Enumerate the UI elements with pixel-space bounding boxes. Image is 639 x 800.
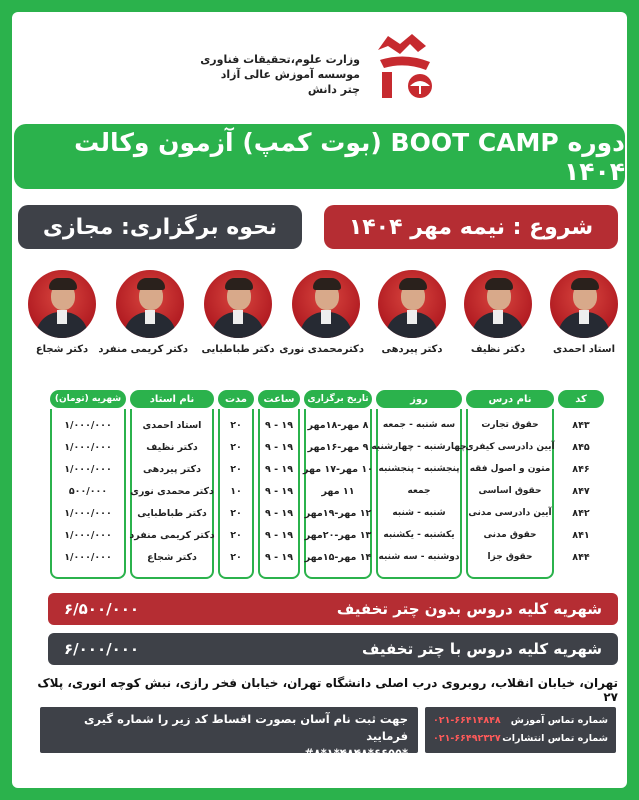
teacher-name: دکتر کریمی منفرد	[98, 344, 188, 355]
fee-without-discount	[48, 593, 618, 625]
contact-phone[interactable]: ۰۲۱-۶۶۴۱۴۸۴۸	[433, 715, 501, 726]
teacher-card	[546, 270, 622, 355]
cell-course: حقوق جزا	[487, 552, 533, 562]
teacher-name: دکتر طباطبایی	[201, 344, 275, 355]
cell-code: ۸۴۳	[572, 419, 590, 431]
cell-code: ۸۴۷	[572, 485, 590, 497]
cell-course: آیین دادرسی کیفری	[465, 442, 555, 452]
cell-course: حقوق مدنی	[483, 530, 537, 540]
fee-with-amount: ۶/۰۰۰/۰۰۰	[64, 640, 140, 658]
fee-with-label: شهریه کلیه دروس با چتر تخفیف	[362, 640, 602, 658]
umbrella-logo-icon	[370, 30, 440, 102]
col-header-code: کد	[558, 390, 604, 408]
cell-teacher: استاد احمدی	[142, 419, 202, 431]
cell-duration: ۲۰	[230, 463, 242, 475]
cell-duration: ۲۰	[230, 419, 242, 431]
col-header-teacher: نام استاد	[130, 390, 214, 408]
teacher-card	[374, 270, 450, 355]
teacher-photo	[116, 270, 184, 338]
teacher-name: دکترمحمدی نوری	[279, 344, 364, 355]
cell-code: ۸۴۱	[572, 529, 590, 541]
contact-label: شماره تماس آموزش	[510, 715, 608, 726]
cell-dates: ۱۱ مهر	[321, 485, 355, 497]
cell-time: ۱۹ - ۹	[265, 463, 293, 475]
cell-fee: ۱/۰۰۰/۰۰۰	[64, 507, 112, 519]
teacher-card	[200, 270, 276, 355]
teacher-card	[24, 270, 100, 355]
cell-teacher: دکتر کریمی منفرد	[129, 529, 215, 541]
institute-text	[200, 52, 360, 97]
cell-dates: ۱۴ مهر-۱۵مهر	[304, 551, 372, 563]
contact-row	[433, 712, 608, 730]
cell-code: ۸۴۶	[572, 463, 590, 475]
registration-box	[40, 707, 418, 760]
cell-duration: ۲۰	[230, 529, 242, 541]
cell-time: ۱۹ - ۹	[265, 551, 293, 563]
fee-with-discount	[48, 633, 618, 665]
cell-days: چهارشنبه - چهارشنبه	[371, 442, 467, 452]
cell-dates: ۱۰ مهر-۱۷ مهر	[303, 463, 373, 475]
col-header-dates: تاریخ برگزاری	[304, 390, 372, 408]
cell-code: ۸۴۲	[572, 507, 590, 519]
start-date-badge: شروع : نیمه مهر ۱۴۰۴	[324, 205, 618, 249]
contact-phone[interactable]: ۰۲۱-۶۶۴۹۲۳۲۷	[433, 733, 501, 744]
cell-dates: ۹ مهر-۱۶مهر	[307, 441, 369, 453]
cell-course: حقوق تجارت	[481, 420, 539, 430]
cell-fee: ۱/۰۰۰/۰۰۰	[64, 419, 112, 431]
fee-without-label: شهریه کلیه دروس بدون چتر تخفیف	[336, 600, 602, 618]
cell-time: ۱۹ - ۹	[265, 419, 293, 431]
address-text: تهران، خیابان انقلاب، روبروی درب اصلی دانشگاه تهران، خیابان فخر رازی، نبش کوچه انوری، پلاک ۲۷	[37, 676, 618, 704]
fee-without-amount: ۶/۵۰۰/۰۰۰	[64, 600, 140, 618]
cell-fee: ۱/۰۰۰/۰۰۰	[64, 529, 112, 541]
col-header-course: نام درس	[466, 390, 554, 408]
cell-days: شنبه - شنبه	[392, 508, 446, 518]
cell-time: ۱۹ - ۹	[265, 485, 293, 497]
registration-text: جهت ثبت نام آسان بصورت اقساط کد زیر را شماره گیری فرمایید	[83, 712, 408, 743]
teacher-name: استاد احمدی	[553, 344, 615, 355]
teacher-photo	[550, 270, 618, 338]
cell-code: ۸۴۴	[572, 551, 590, 563]
cell-time: ۱۹ - ۹	[265, 441, 293, 453]
col-header-fee: شهریه (تومان)	[50, 390, 126, 408]
cell-course: حقوق اساسی	[478, 486, 542, 496]
cell-teacher: دکتر شجاع	[147, 551, 197, 563]
teacher-card	[98, 270, 188, 355]
teacher-card	[460, 270, 536, 355]
cell-fee: ۱/۰۰۰/۰۰۰	[64, 551, 112, 563]
cell-duration: ۲۰	[230, 441, 242, 453]
cell-days: دوشنبه - سه شنبه	[378, 552, 460, 562]
contact-label: شماره تماس انتشارات	[502, 733, 608, 744]
cell-days: جمعه	[407, 486, 431, 496]
cell-fee: ۱/۰۰۰/۰۰۰	[64, 463, 112, 475]
teacher-photo	[464, 270, 532, 338]
ussd-code[interactable]: #۸*۱*۴۸۴۸*۶۶۵۵*	[304, 746, 408, 760]
cell-teacher: دکتر طباطبایی	[137, 507, 207, 519]
course-title: دوره BOOT CAMP (بوت کمپ) آزمون وکالت ۱۴۰۴	[14, 124, 625, 189]
cell-duration: ۱۰	[230, 485, 242, 497]
cell-dates: ۱۲ مهر-۱۹مهر	[304, 507, 372, 519]
cell-duration: ۲۰	[230, 551, 242, 563]
teacher-name: دکتر شجاع	[35, 344, 89, 355]
teacher-photo	[292, 270, 360, 338]
teacher-photo	[28, 270, 96, 338]
cell-code: ۸۴۵	[572, 441, 590, 453]
institute-line: موسسه آموزش عالی آزاد	[220, 68, 360, 81]
cell-teacher: دکتر نظیف	[146, 441, 198, 453]
teacher-name: دکتر نظیف	[470, 344, 526, 355]
teacher-photo	[378, 270, 446, 338]
teacher-name: دکتر پیردهی	[381, 344, 443, 355]
cell-dates: ۱۳ مهر-۲۰مهر	[304, 529, 372, 541]
ministry-line: وزارت علوم،تحقیقات فناوری	[200, 53, 360, 66]
contact-row	[433, 730, 608, 748]
cell-duration: ۲۰	[230, 507, 242, 519]
cell-course: متون و اصول فقه	[469, 464, 551, 474]
cell-time: ۱۹ - ۹	[265, 529, 293, 541]
cell-fee: ۵۰۰/۰۰۰	[68, 485, 108, 497]
col-header-time: ساعت	[258, 390, 300, 408]
cell-teacher: دکتر محمدی نوری	[130, 485, 214, 497]
teacher-card	[279, 270, 364, 355]
teacher-photo	[204, 270, 272, 338]
cell-days: سه شنبه - جمعه	[382, 420, 456, 430]
col-header-duration: مدت	[218, 390, 254, 408]
cell-teacher: دکتر پیردهی	[143, 463, 201, 475]
cell-fee: ۱/۰۰۰/۰۰۰	[64, 441, 112, 453]
contact-box	[425, 707, 616, 753]
cell-days: یکشنبه - یکشنبه	[383, 530, 455, 540]
cell-time: ۱۹ - ۹	[265, 507, 293, 519]
cell-days: پنجشنبه - پنجشنبه	[378, 464, 460, 474]
brand-line: چتر دانش	[307, 83, 360, 96]
col-header-days: روز	[376, 390, 462, 408]
cell-course: آیین دادرسی مدنی	[468, 508, 552, 518]
cell-dates: ۸ مهر-۱۸مهر	[307, 419, 369, 431]
delivery-mode-badge: نحوه برگزاری: مجازی	[18, 205, 302, 249]
